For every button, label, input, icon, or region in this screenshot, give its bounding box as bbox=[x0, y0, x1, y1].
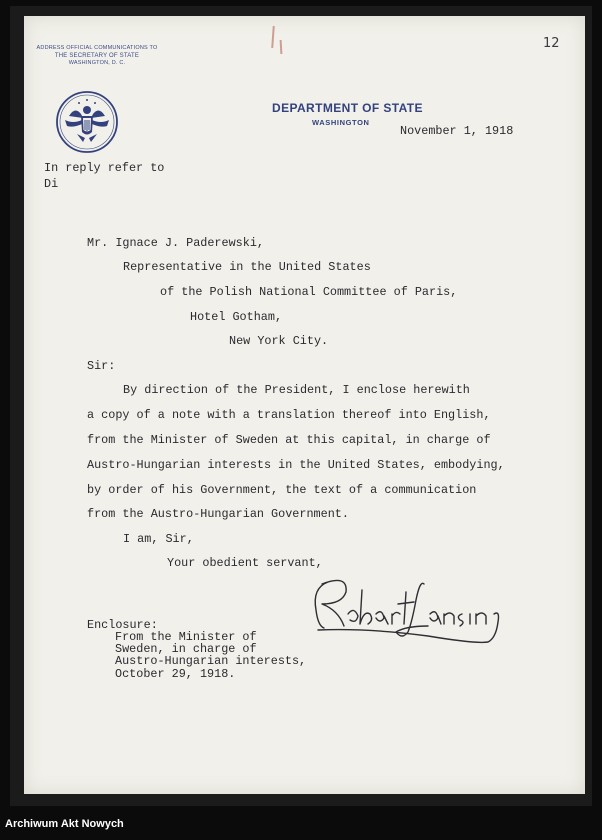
closing-line: Your obedient servant, bbox=[167, 556, 323, 570]
addressee-line: Hotel Gotham, bbox=[190, 310, 283, 324]
enclosure-line: Austro-Hungarian interests, bbox=[115, 654, 307, 668]
body-line: Austro-Hungarian interests in the United States, embodying, bbox=[87, 458, 505, 472]
reference-code: Di bbox=[44, 177, 59, 191]
enclosure-line: October 29, 1918. bbox=[115, 667, 236, 681]
page-number: 12 bbox=[543, 36, 560, 51]
closing-line: I am, Sir, bbox=[123, 532, 194, 546]
pencil-mark bbox=[280, 40, 283, 54]
body-line: by order of his Government, the text of a communication bbox=[87, 483, 477, 497]
addressee-name: Mr. Ignace J. Paderewski, bbox=[87, 236, 264, 250]
body-line: a copy of a note with a translation thereof into English, bbox=[87, 408, 491, 422]
handwritten-signature bbox=[298, 570, 518, 650]
addressee-line: New York City. bbox=[229, 334, 329, 348]
department-city: WASHINGTON bbox=[312, 118, 370, 127]
body-line: from the Minister of Sweden at this capital, in charge of bbox=[87, 433, 491, 447]
department-title: DEPARTMENT OF STATE bbox=[272, 101, 423, 115]
addressee-line: of the Polish National Committee of Paris, bbox=[160, 285, 458, 299]
body-line: from the Austro-Hungarian Government. bbox=[87, 507, 349, 521]
great-seal-icon bbox=[55, 90, 119, 154]
letter-date: November 1, 1918 bbox=[400, 124, 514, 138]
return-line: WASHINGTON, D. C. bbox=[68, 60, 126, 66]
return-address bbox=[28, 45, 166, 68]
enclosure-line: Sweden, in charge of bbox=[115, 642, 257, 656]
enclosure-line: From the Minister of bbox=[115, 630, 257, 644]
enclosure-heading: Enclosure: bbox=[87, 618, 158, 632]
pencil-mark bbox=[271, 26, 275, 48]
reference-line: In reply refer to bbox=[44, 161, 165, 175]
body-line: By direction of the President, I enclose herewith bbox=[123, 383, 470, 397]
return-line: THE SECRETARY OF STATE bbox=[54, 52, 140, 59]
addressee-line: Representative in the United States bbox=[123, 260, 371, 274]
salutation: Sir: bbox=[87, 359, 116, 373]
return-line: ADDRESS OFFICIAL COMMUNICATIONS TO bbox=[36, 45, 158, 51]
archive-label: Archiwum Akt Nowych bbox=[5, 818, 124, 830]
